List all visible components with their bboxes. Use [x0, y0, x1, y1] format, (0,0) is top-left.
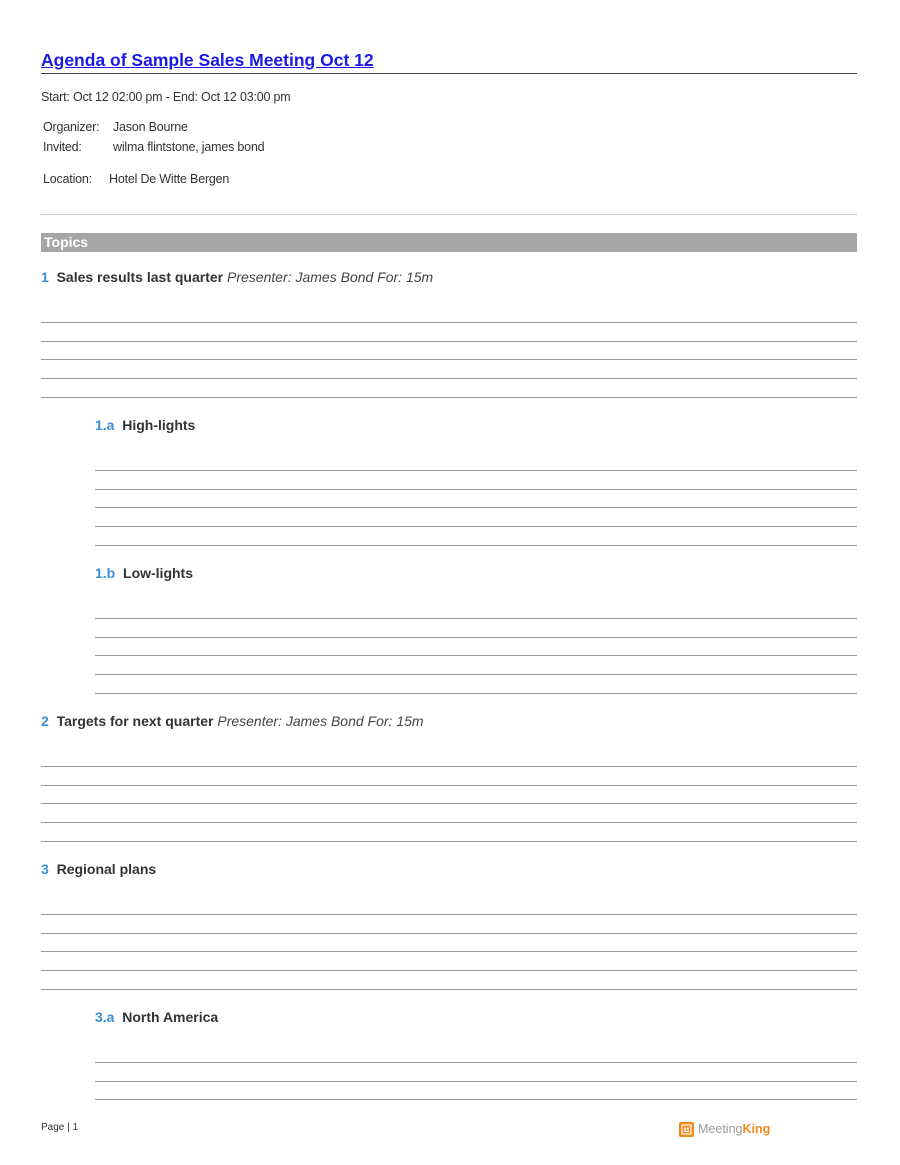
topic-presenter: Presenter: James Bond For: 15m: [227, 269, 434, 285]
note-line: [41, 378, 857, 379]
topic-number: 2: [41, 713, 49, 729]
topic-number: 1: [41, 269, 49, 285]
note-line: [41, 803, 857, 804]
note-line: [95, 507, 857, 508]
topic-item: [41, 269, 433, 285]
subtopic-item: [95, 1009, 218, 1025]
topics-header: Topics: [41, 233, 857, 252]
note-line: [95, 1081, 857, 1082]
note-line: [41, 989, 857, 990]
note-line: [41, 970, 857, 971]
note-line: [41, 341, 857, 342]
note-line: [41, 766, 857, 767]
organizer-label: Organizer:: [43, 120, 100, 134]
topic-title: Sales results last quarter: [56, 269, 224, 285]
brand-name-part-2: King: [742, 1122, 771, 1136]
invited-value: wilma flintstone, james bond: [113, 140, 265, 154]
header-divider: [41, 214, 857, 215]
note-line: [95, 674, 857, 675]
invited-label: Invited:: [43, 140, 82, 154]
location-value: Hotel De Witte Bergen: [109, 172, 230, 186]
subtopic-item: [95, 417, 195, 433]
note-line: [95, 489, 857, 490]
topic-title: Targets for next quarter: [56, 713, 214, 729]
topic-item: [41, 713, 424, 729]
topic-number: 3: [41, 861, 49, 877]
note-line: [41, 914, 857, 915]
note-line: [95, 693, 857, 694]
topic-title: High-lights: [122, 417, 196, 433]
note-line: [95, 470, 857, 471]
note-line: [41, 951, 857, 952]
note-line: [41, 322, 857, 323]
note-line: [41, 397, 857, 398]
subtopic-item: [95, 565, 193, 581]
title-divider: [41, 73, 857, 74]
note-line: [95, 655, 857, 656]
agenda-title[interactable]: Agenda of Sample Sales Meeting Oct 12: [41, 50, 374, 70]
topic-number: 1.b: [95, 565, 116, 581]
topic-item: [41, 861, 156, 877]
note-line: [41, 933, 857, 934]
note-line: [95, 637, 857, 638]
topic-title: North America: [122, 1009, 219, 1025]
note-line: [41, 841, 857, 842]
location-label: Location:: [43, 172, 92, 186]
topic-number: 1.a: [95, 417, 115, 433]
topic-number: 3.a: [95, 1009, 115, 1025]
topic-title: Regional plans: [56, 861, 157, 877]
note-line: [95, 618, 857, 619]
brand-logo: [679, 1121, 770, 1137]
note-line: [95, 1099, 857, 1100]
organizer-value: Jason Bourne: [113, 120, 188, 134]
note-line: [41, 785, 857, 786]
brand-name-part-1: Meeting: [698, 1122, 743, 1136]
note-line: [95, 1062, 857, 1063]
page-number: Page | 1: [41, 1122, 79, 1133]
meeting-time: Start: Oct 12 02:00 pm - End: Oct 12 03:00 pm: [41, 90, 291, 104]
note-line: [41, 822, 857, 823]
note-line: [95, 545, 857, 546]
note-line: [95, 526, 857, 527]
topic-title: Low-lights: [123, 565, 194, 581]
topic-presenter: Presenter: James Bond For: 15m: [217, 713, 424, 729]
meetingking-logo-icon: [679, 1122, 694, 1137]
note-line: [41, 359, 857, 360]
